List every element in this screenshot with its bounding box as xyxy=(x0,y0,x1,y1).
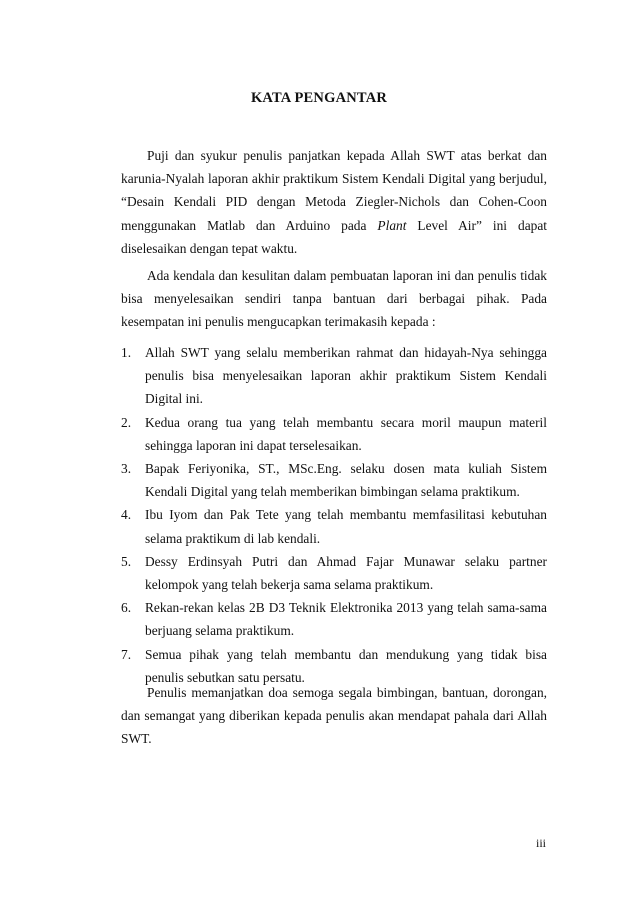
list-item xyxy=(121,550,547,596)
list-item xyxy=(121,596,547,642)
closing-paragraph: Penulis memanjatkan doa semoga segala bimbingan, bantuan, dorongan, dan semangat yang diberikan kepada penulis akan mendapat pahala dari Allah SWT. xyxy=(121,685,547,747)
list-item-number: 3. xyxy=(121,461,132,477)
list-item-text: Dessy Erdinsyah Putri dan Ahmad Fajar Munawar selaku partner kelompok yang telah bekerja sama selama praktikum. xyxy=(145,553,547,593)
intro-text-start: Puji dan syukur penulis panjatkan kepada Allah SWT atas berkat dan karunia-Nyalah laporan akhir praktikum Sistem Kendali Digital yang berjudul, “Desain Kendali PID dengan Metoda Ziegler-Nichols dan Cohen-Coon menggunakan Matlab dan Arduino pada xyxy=(121,148,547,233)
intro-paragraph xyxy=(121,144,547,260)
acknowledgement-list xyxy=(121,341,547,689)
intro-italic-term: Plant xyxy=(377,217,407,233)
list-item xyxy=(121,341,547,411)
page-number: iii xyxy=(536,836,547,850)
thanks-intro-paragraph: Ada kendala dan kesulitan dalam pembuatan laporan ini dan penulis tidak bisa menyelesaikan sendiri tanpa bantuan dari berbagai pihak. Pada kesempatan ini penulis mengucapkan terimakasih kepada : xyxy=(121,268,547,330)
list-item xyxy=(121,503,547,549)
list-item-number: 5. xyxy=(121,553,132,569)
list-item-text: Semua pihak yang telah membantu dan mendukung yang tidak bisa penulis sebutkan satu persatu. xyxy=(145,646,547,685)
intro-text-end: Level Air” ini dapat diselesaikan dengan tepat waktu. xyxy=(121,217,547,256)
list-item-number: 4. xyxy=(121,507,132,523)
list-item-number: 2. xyxy=(121,414,132,430)
list-item-text: Kedua orang tua yang telah membantu secara moril maupun materil sehingga laporan ini dapat terselesaikan. xyxy=(145,414,547,453)
list-item-number: 1. xyxy=(121,345,132,360)
list-item-text: Allah SWT yang selalu memberikan rahmat dan hidayah-Nya sehingga penulis bisa menyelesaikan laporan akhir praktikum Sistem Kendali Digital ini. xyxy=(145,345,547,407)
list-item xyxy=(121,411,547,457)
list-item xyxy=(121,457,547,503)
list-item-text: Bapak Feriyonika, ST., MSc.Eng. selaku dosen mata kuliah Sistem Kendali Digital yang telah memberikan bimbingan selama praktikum. xyxy=(145,461,547,500)
list-item-number: 6. xyxy=(121,600,132,616)
list-item-text: Ibu Iyom dan Pak Tete yang telah membantu memfasilitasi kebutuhan selama praktikum di lab kendali. xyxy=(145,507,547,546)
list-item-number: 7. xyxy=(121,646,132,662)
list-item-text: Rekan-rekan kelas 2B D3 Teknik Elektronika 2013 yang telah sama-sama berjuang selama praktikum. xyxy=(145,600,547,639)
page-title: KATA PENGANTAR xyxy=(250,90,388,106)
